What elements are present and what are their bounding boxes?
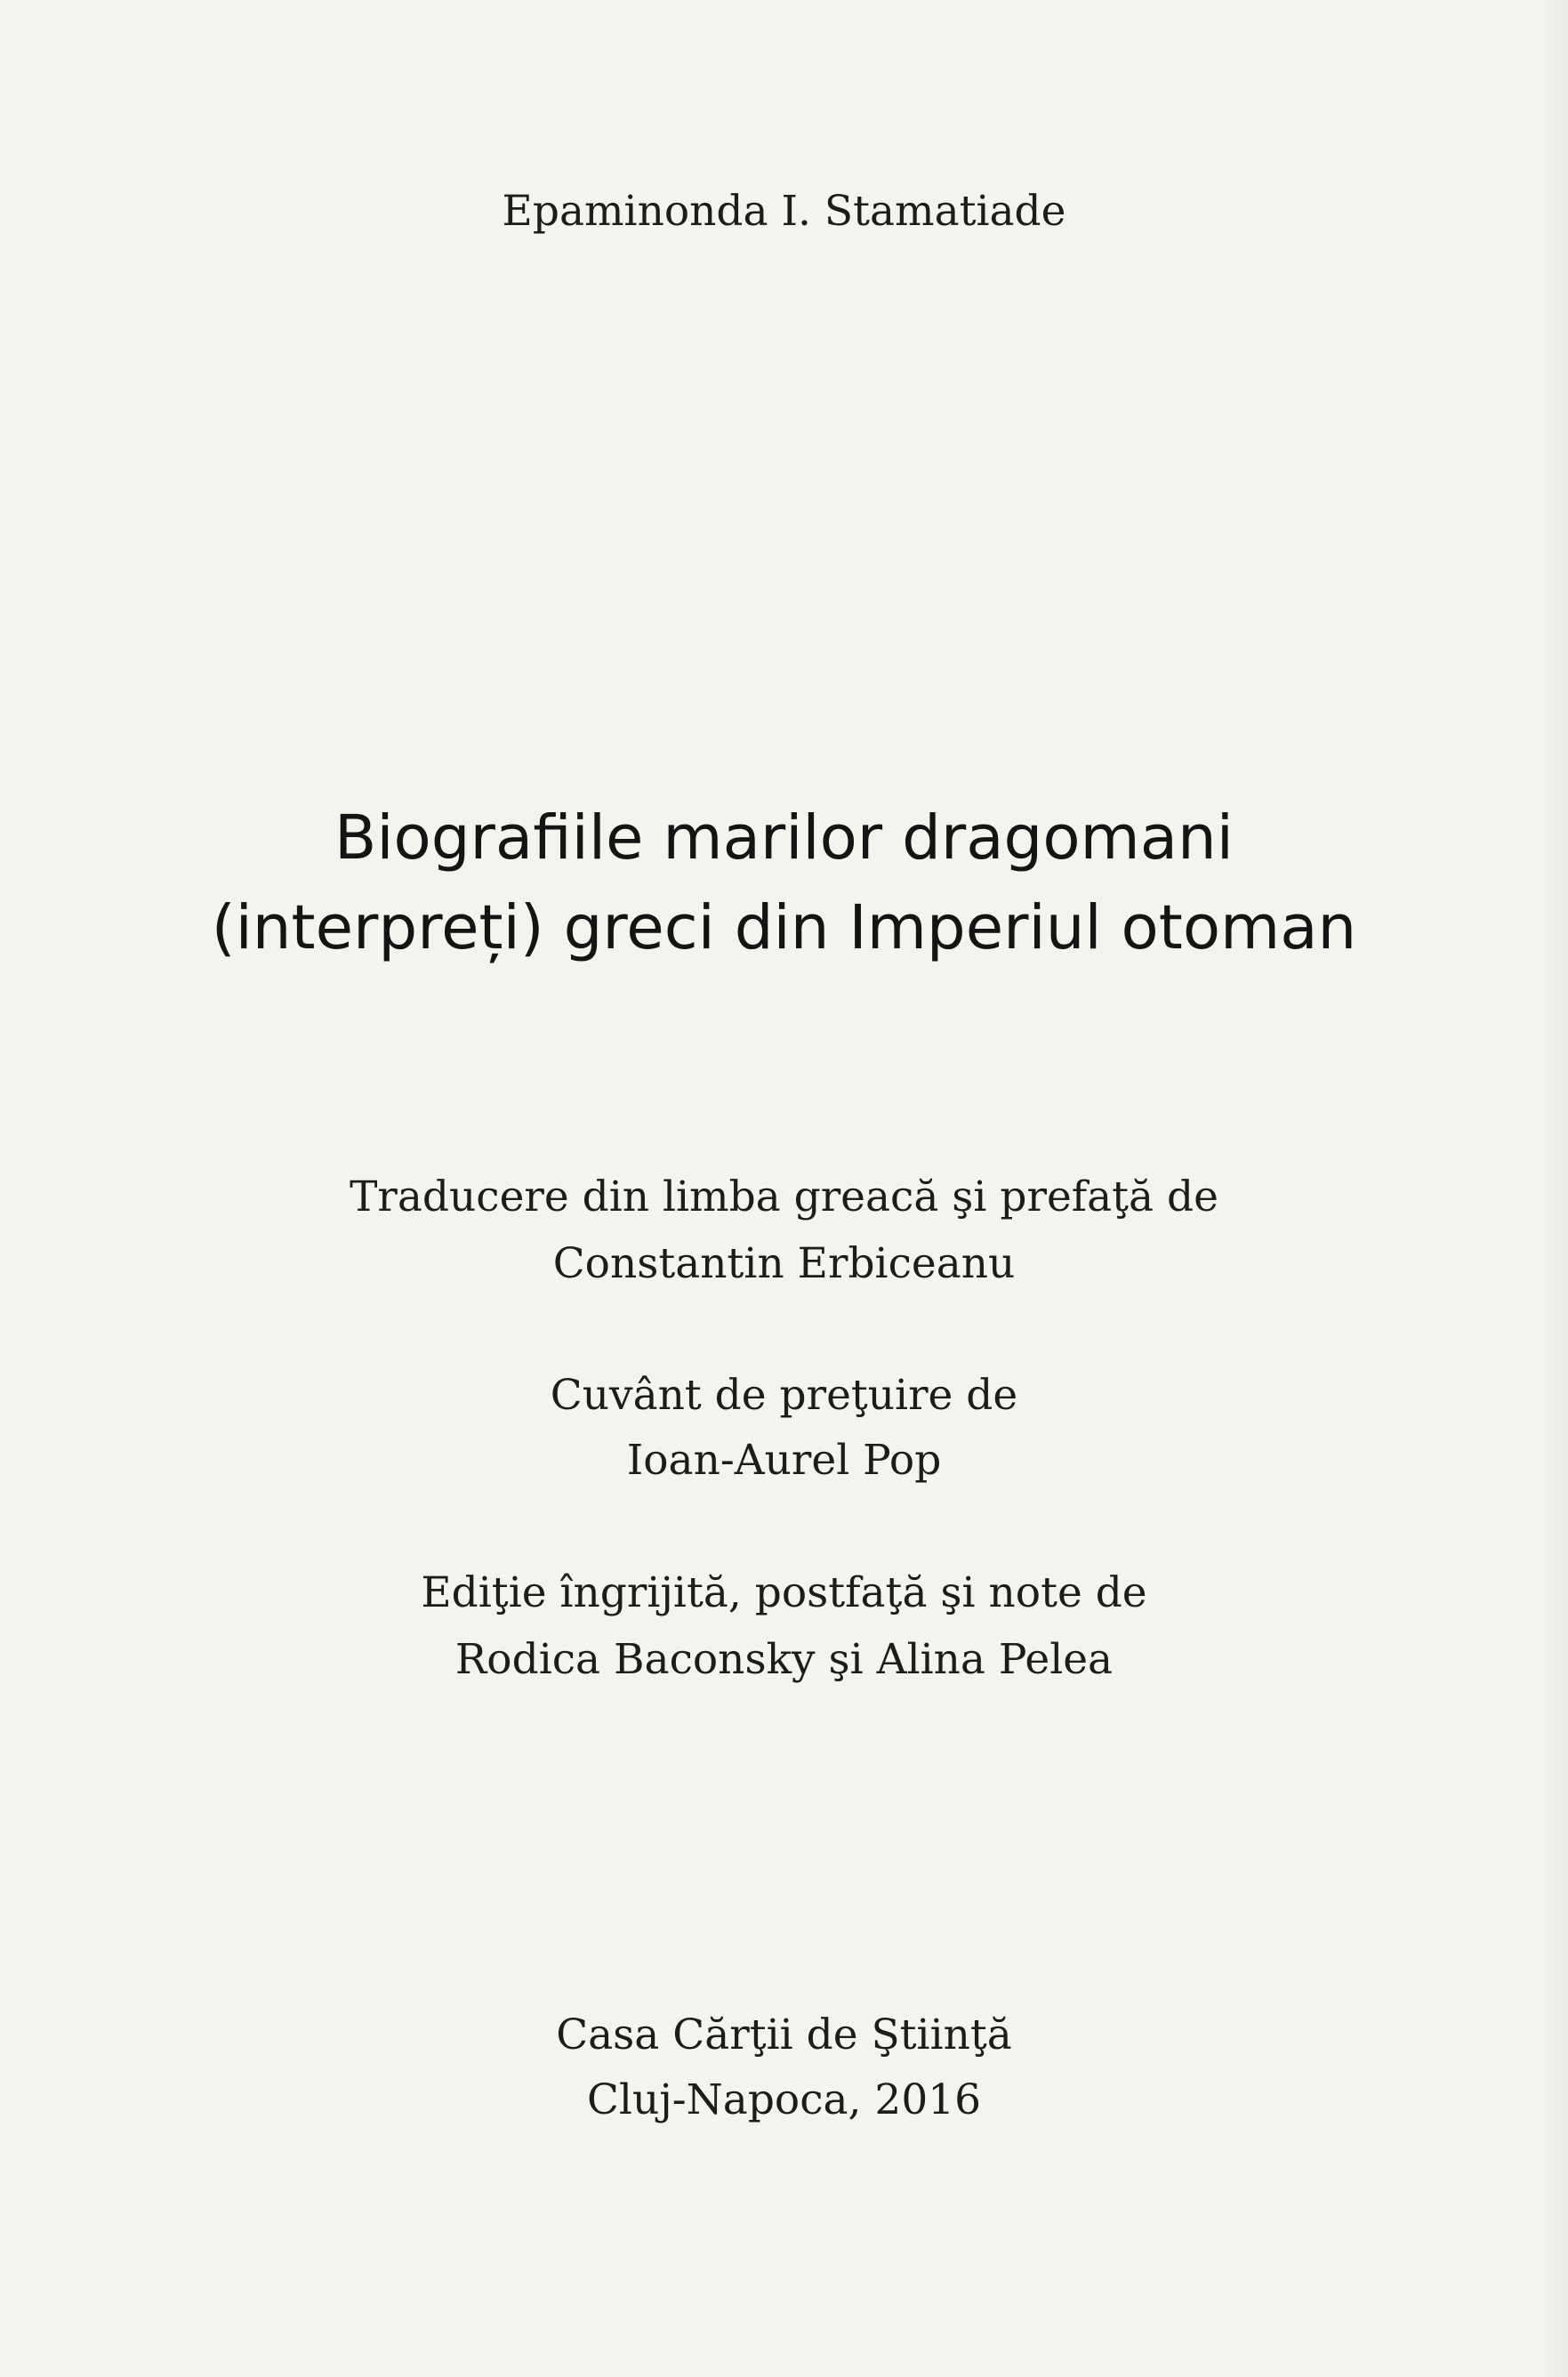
- editors-names: Rodica Baconsky şi Alina Pelea: [454, 1635, 1114, 1684]
- foreword-author-name: Ioan-Aurel Pop: [626, 1436, 942, 1485]
- publication-place-year: Cluj-Napoca, 2016: [586, 2075, 982, 2124]
- translator-name: Constantin Erbiceanu: [552, 1239, 1016, 1288]
- edition-credit: Ediţie îngrijită, postfaţă şi note de: [421, 1568, 1147, 1617]
- foreword-credit: Cuvânt de preţuire de: [550, 1371, 1018, 1420]
- publisher-name: Casa Cărţii de Ştiinţă: [556, 2010, 1012, 2059]
- book-title-line-1: Biografiile marilor dragomani: [334, 802, 1234, 874]
- author-name: Epaminonda I. Stamatiade: [502, 187, 1066, 236]
- translation-credit: Traducere din limba greacă şi prefaţă de: [350, 1172, 1218, 1221]
- book-title-line-2: (interpreți) greci din Imperiul otoman: [211, 892, 1357, 963]
